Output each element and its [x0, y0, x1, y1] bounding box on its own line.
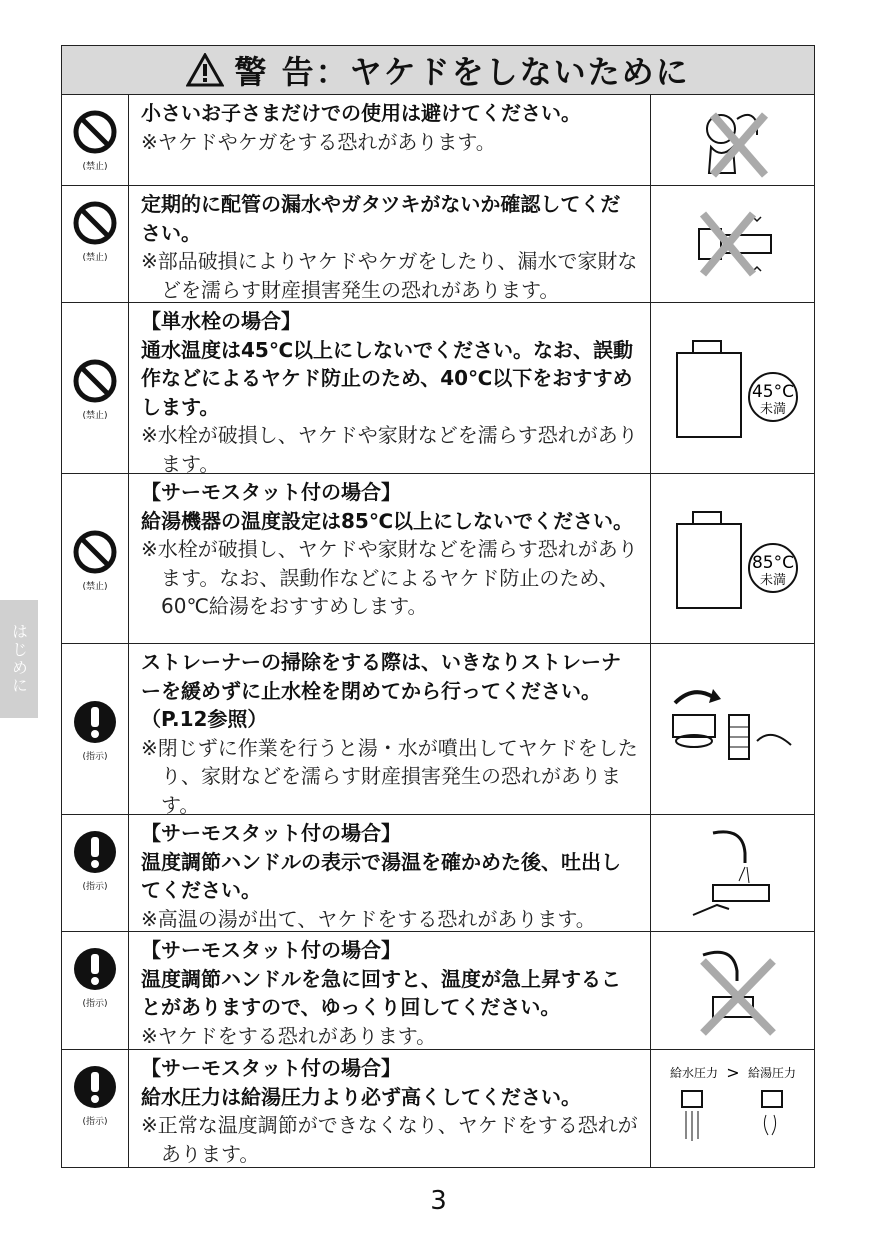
- warning-bold: 給水圧力は給湯圧力より必ず高くしてください。: [141, 1084, 581, 1109]
- warning-heading: 【サーモスタット付の場合】: [141, 1056, 401, 1080]
- warning-bold: 通水温度は45℃以上にしないでください。なお、誤動作などによるヤケド防止のため、40℃以下をおすすめします。: [141, 337, 634, 419]
- pipe-joint-illustration: [673, 199, 793, 289]
- warning-note: ※ヤケドをする恐れがあります。: [141, 1023, 437, 1048]
- warning-row: [62, 815, 814, 932]
- prohibit-icon: [72, 529, 118, 575]
- warning-heading: 【サーモスタット付の場合】: [141, 480, 401, 504]
- warning-row: [62, 644, 814, 815]
- pressure-compare-illustration: [658, 1059, 808, 1159]
- symbol-caption: (禁止): [82, 582, 108, 592]
- warning-note: ※部品破損によりヤケドやケガをしたり、漏水で家財などを濡らす財産損害発生の恐れがあります。: [141, 249, 638, 302]
- warning-row: [62, 303, 814, 474]
- warning-heading: 【単水栓の場合】: [141, 309, 301, 333]
- svg-text:>: >: [725, 1062, 740, 1082]
- water-heater-illustration: [663, 504, 803, 614]
- warning-heading: 【サーモスタット付の場合】: [141, 821, 401, 845]
- warning-row: [62, 932, 814, 1050]
- warning-row: [62, 186, 814, 303]
- symbol-caption: (指示): [82, 1117, 108, 1127]
- temp-label: 45°C: [751, 382, 794, 402]
- faucet-turning-illustration: [673, 941, 793, 1041]
- warning-heading: 【サーモスタット付の場合】: [141, 938, 401, 962]
- prohibit-icon: [72, 358, 118, 404]
- symbol-caption: (禁止): [82, 253, 108, 263]
- symbol-caption: (禁止): [82, 162, 108, 172]
- warning-bold: 小さいお子さまだけでの使用は避けてください。: [141, 101, 581, 125]
- warning-note: ※高温の湯が出て、ヤケドをする恐れがあります。: [141, 906, 596, 931]
- symbol-caption: (指示): [82, 999, 108, 1009]
- warning-bold: 給湯機器の温度設定は85℃以上にしないでください。: [141, 508, 634, 533]
- warning-note: ※水栓が破損し、ヤケドや家財などを濡らす恐れがあります。: [141, 423, 638, 476]
- warning-bold: 定期的に配管の漏水やガタツキがないか確認してください。: [141, 192, 621, 245]
- warning-table: [61, 45, 815, 1168]
- warning-row: [62, 474, 814, 644]
- warning-title: 警 告：ヤケドをしないために: [234, 53, 690, 91]
- warning-bold: ストレーナーの掃除をする際は、いきなりストレーナーを緩めずに止水栓を閉めてから行ってください。（P.12参照）: [141, 650, 621, 731]
- side-tab: はじめに: [0, 600, 38, 718]
- instruction-icon: [72, 946, 118, 992]
- warning-note: ※ヤケドやケガをする恐れがあります。: [141, 129, 496, 154]
- prohibit-icon: [72, 109, 118, 155]
- hot-pressure-label: 給湯圧力: [747, 1065, 796, 1080]
- warning-note: ※正常な温度調節ができなくなり、ヤケドをする恐れがあります。: [141, 1113, 638, 1166]
- symbol-caption: (指示): [82, 882, 108, 892]
- cold-pressure-label: 給水圧力: [669, 1065, 718, 1080]
- child-faucet-illustration: [673, 95, 793, 185]
- faucet-hand-illustration: [673, 823, 793, 923]
- symbol-caption: (禁止): [82, 411, 108, 421]
- temp-sub-label: 未満: [759, 402, 786, 417]
- instruction-icon: [72, 829, 118, 875]
- prohibit-icon: [72, 200, 118, 246]
- symbol-caption: (指示): [82, 752, 108, 762]
- warning-row: [62, 1050, 814, 1167]
- warning-note: ※閉じずに作業を行うと湯・水が噴出してヤケドをしたり、家財などを濡らす財産損害発生の恐れがあります。: [141, 735, 638, 817]
- warning-header: [62, 46, 814, 95]
- page-number: 3: [430, 1186, 447, 1216]
- temp-label: 85°C: [751, 552, 794, 573]
- warning-row: [62, 95, 814, 186]
- instruction-icon: [72, 1064, 118, 1110]
- water-heater-illustration: [663, 333, 803, 443]
- warning-triangle-icon: [186, 53, 224, 87]
- warning-bold: 温度調節ハンドルの表示で湯温を確かめた後、吐出してください。: [141, 849, 621, 902]
- warning-note: ※水栓が破損し、ヤケドや家財などを濡らす恐れがあります。なお、誤動作などによるヤケド防止のため、60℃給湯をおすすめします。: [141, 537, 638, 618]
- instruction-icon: [72, 699, 118, 745]
- strainer-illustration: [663, 679, 803, 779]
- temp-sub-label: 未満: [759, 572, 786, 588]
- warning-bold: 温度調節ハンドルを急に回すと、温度が急上昇することがありますので、ゆっくり回してください。: [141, 966, 621, 1019]
